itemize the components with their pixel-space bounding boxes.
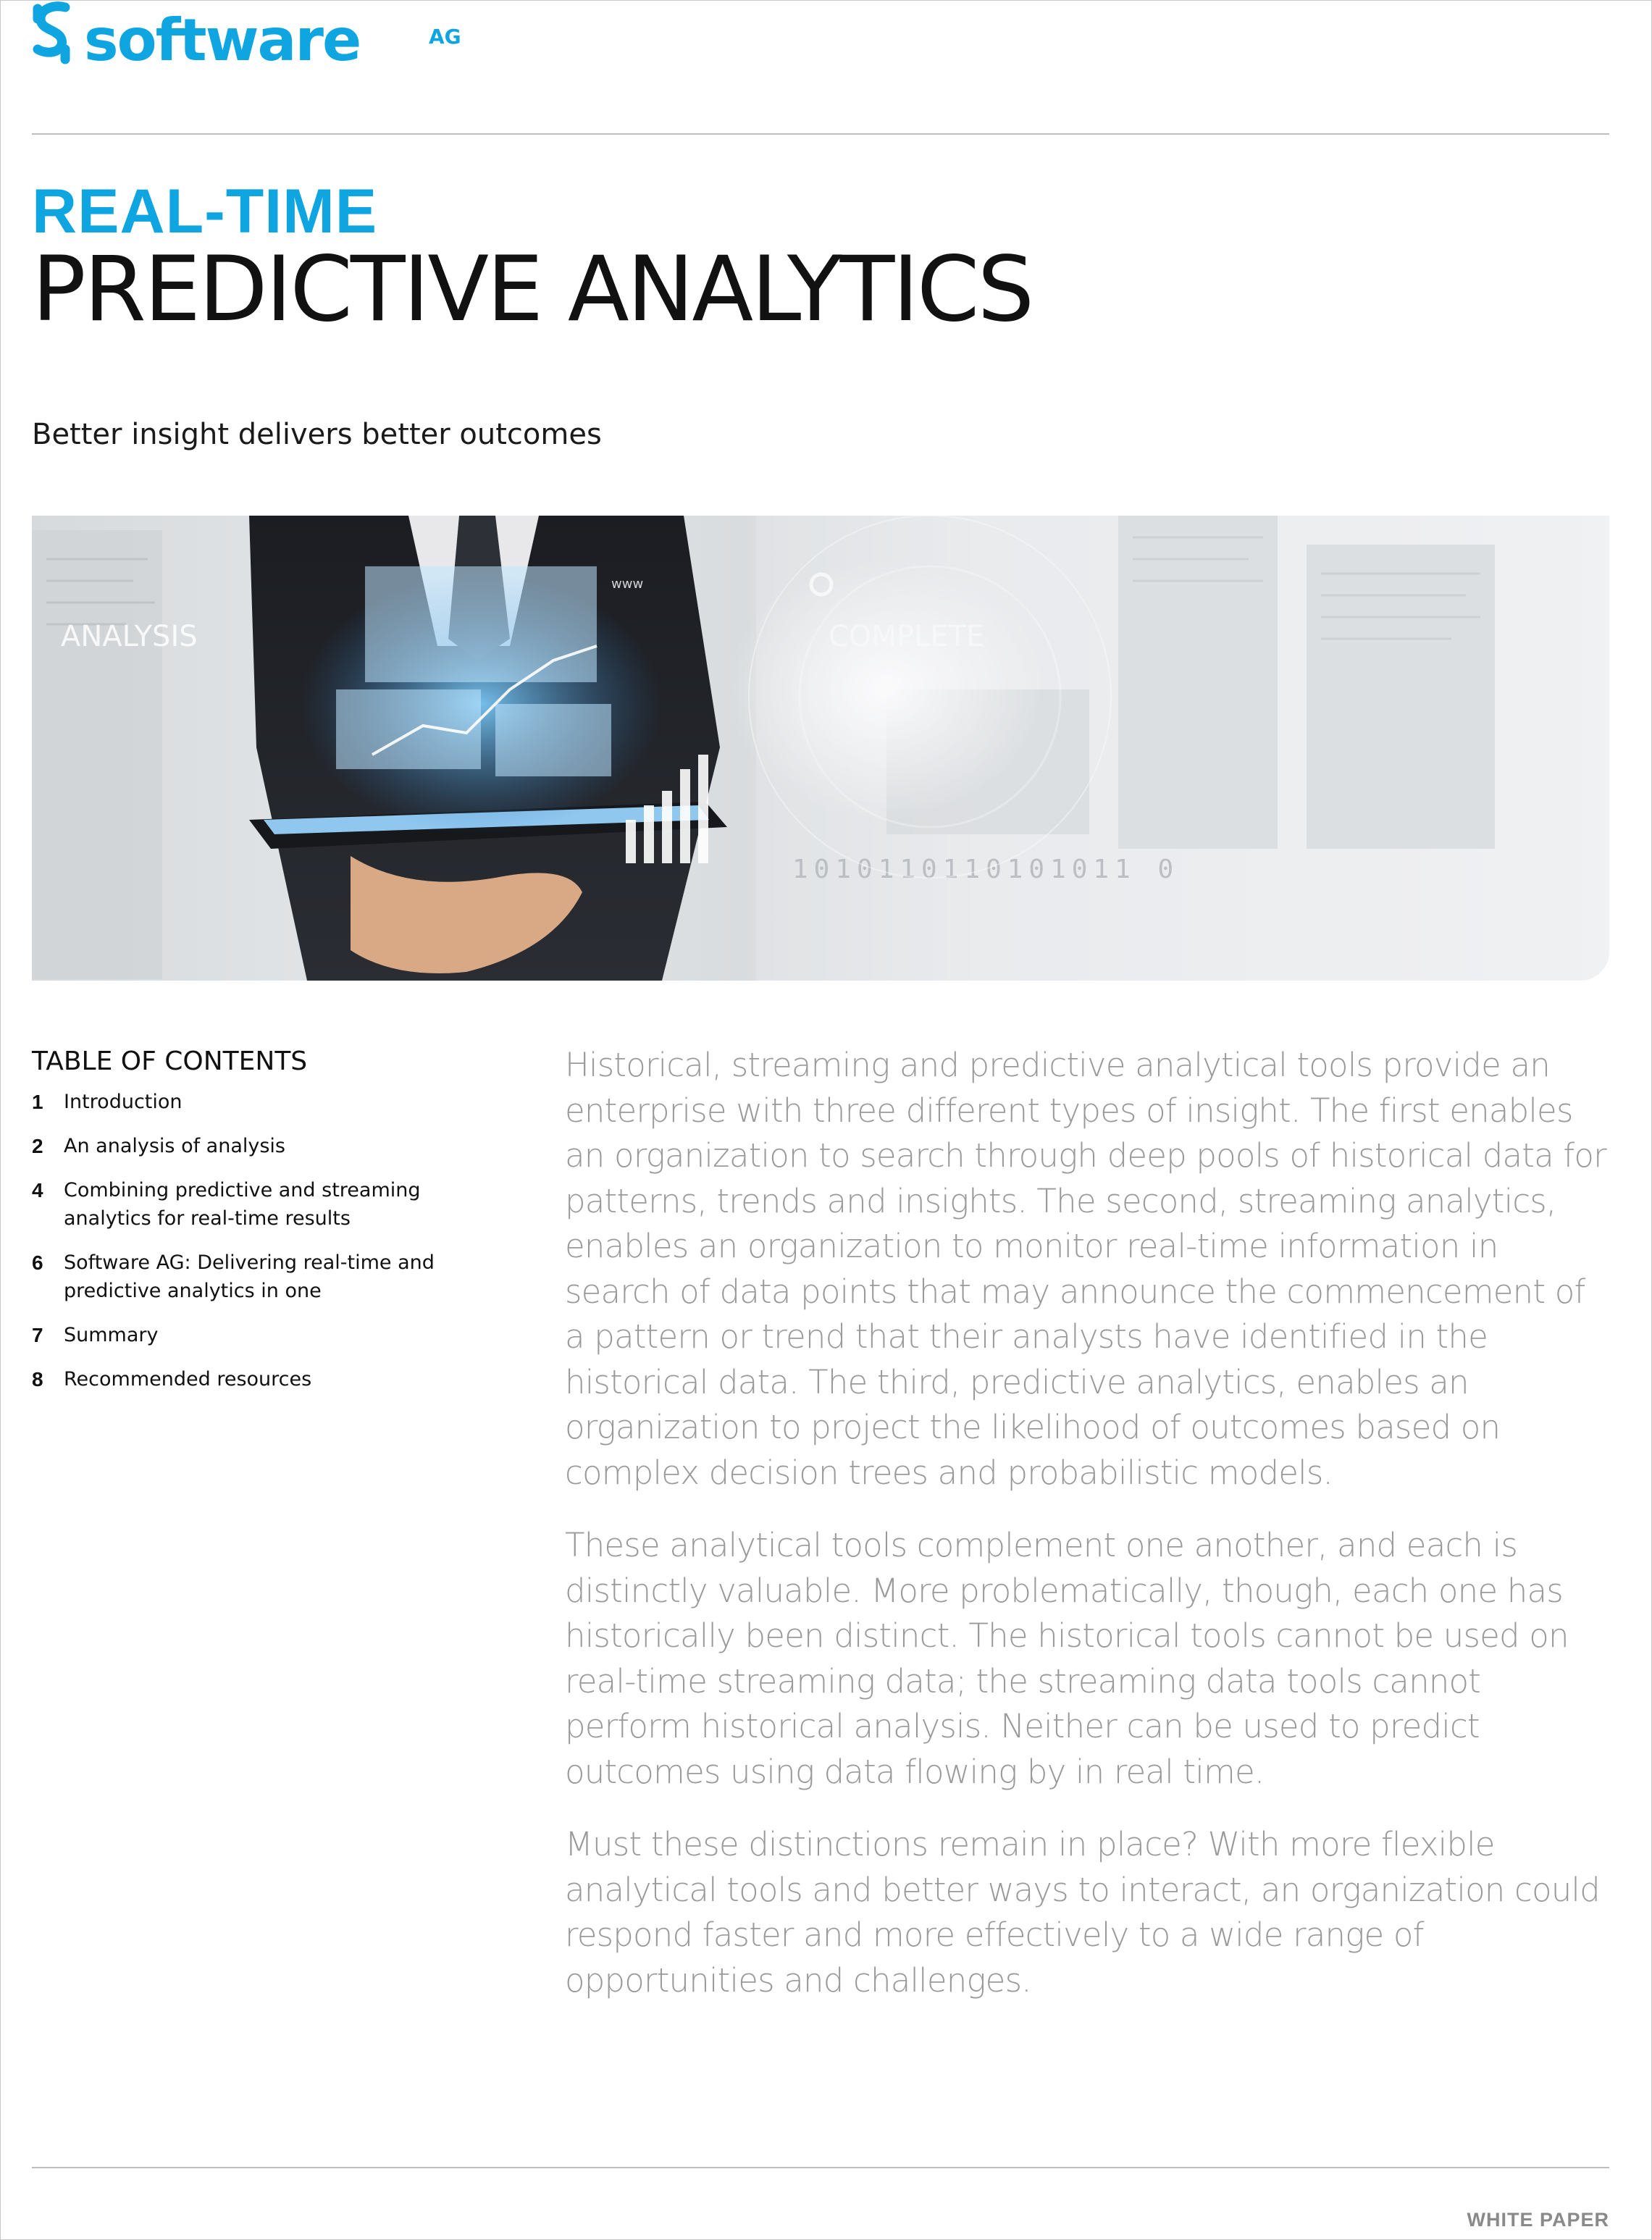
toc-item-label: Introduction: [64, 1091, 183, 1113]
toc-item-label: Recommended resources: [64, 1368, 312, 1390]
table-of-contents: [32, 1043, 524, 1409]
software-ag-logo[interactable]: [32, 0, 495, 80]
toc-item-label: Combining predictive and streaming analytics for real-time results: [64, 1179, 421, 1230]
toc-item[interactable]: [32, 1176, 469, 1233]
intro-paragraph: These analytical tools complement one another, and each is distinctly valuable. More problematically, though, each one has historically been distinct. The historical tools cannot be used on real-time streaming data; the streaming data tools cannot perform historical analysis. Neither can be used to predict outcomes using data flowing by in real time.: [565, 1526, 1569, 1791]
toc-item-label: Summary: [64, 1324, 159, 1346]
logo-mark-icon: [32, 1, 74, 67]
hero-url-text: www: [611, 576, 644, 592]
hero-analysis-text: ANALYSIS: [61, 620, 198, 653]
toc-item-page: 2: [32, 1135, 43, 1157]
hero-binary-text: 1010110110101011 0: [792, 855, 1180, 884]
logo-wordmark: software: [84, 7, 361, 74]
toc-title: TABLE OF CONTENTS: [32, 1046, 308, 1076]
footer-divider: [32, 2167, 1609, 2168]
header-divider: [32, 133, 1609, 135]
toc-item-page: 1: [32, 1091, 43, 1113]
toc-item-label: Software AG: Delivering real-time and predictive analytics in one: [64, 1251, 435, 1302]
toc-item-label: An analysis of analysis: [64, 1135, 285, 1157]
toc-item[interactable]: [32, 1365, 524, 1393]
logo-suffix: AG: [429, 25, 461, 49]
toc-item-page: 7: [32, 1324, 43, 1346]
toc-item[interactable]: [32, 1249, 469, 1305]
page-title: PREDICTIVE ANALYTICS: [32, 238, 1033, 342]
page-subtitle: Better insight delivers better outcomes: [32, 418, 602, 451]
intro-paragraph: Must these distinctions remain in place? With more flexible analytical tools and better ways to interact, an organization could respond faster and more effectively to a wide range of opportunities and challenges.: [565, 1825, 1600, 2000]
intro-body: [565, 1043, 1609, 2031]
toc-item-page: 4: [32, 1179, 43, 1201]
hero-illustration: [32, 516, 1609, 981]
toc-item[interactable]: [32, 1088, 524, 1116]
toc-item[interactable]: [32, 1132, 524, 1160]
toc-item-page: 6: [32, 1251, 43, 1274]
toc-item-page: 8: [32, 1368, 43, 1390]
toc-item[interactable]: [32, 1321, 524, 1349]
intro-paragraph: Historical, streaming and predictive analytical tools provide an enterprise with three different types of insight. The first enables an organization to search through deep pools of historical data for patterns, trends and insights. The second, streaming analytics, enables an organization to monitor real-time information in search of data points that may announce the commencement of a pattern or trend that their analysts have identified in the historical data. The third, predictive analytics, enables an organization to project the likelihood of outcomes based on complex decision trees and probabilistic models.: [565, 1046, 1606, 1492]
document-type-label: WHITE PAPER: [1467, 2209, 1609, 2231]
title-kicker: REAL-TIME: [32, 177, 378, 246]
hero-image: [32, 516, 1609, 981]
